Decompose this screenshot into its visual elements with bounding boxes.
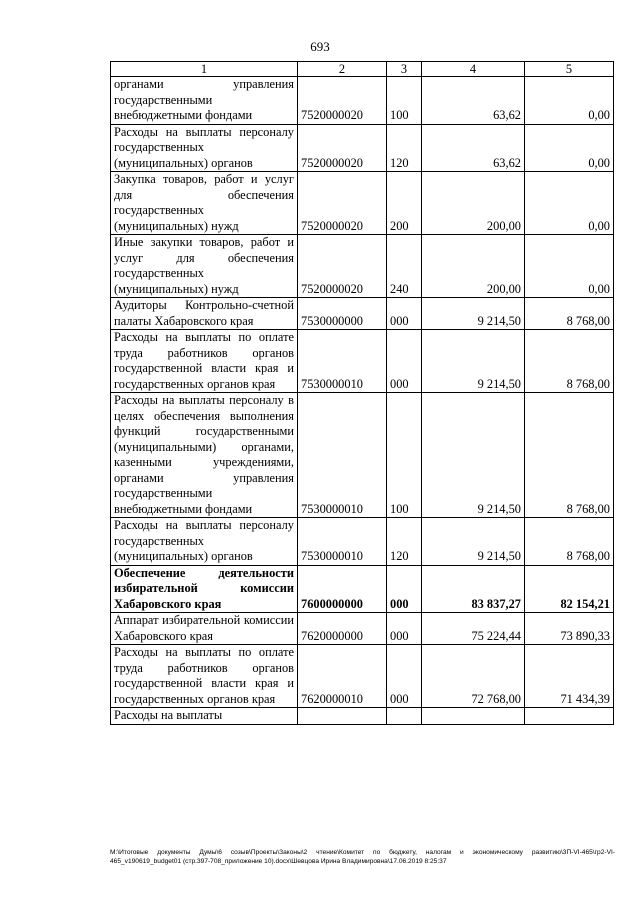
row-expense-type-cell: 100 [387,77,422,125]
row-name-cell: Расходы на выплаты [111,708,298,725]
row-code-cell: 7530000000 [298,298,387,330]
table-row [111,298,614,330]
column-header: 2 [298,62,387,77]
row-amount-2020-cell: 0,00 [525,172,614,235]
row-name-cell: Расходы на выплаты персоналу государственных (муниципальных) органов [111,518,298,566]
column-header: 4 [422,62,525,77]
row-amount-2020-cell [525,708,614,725]
row-amount-2020-cell: 8 768,00 [525,393,614,518]
row-amount-2019-cell: 200,00 [422,172,525,235]
row-code-cell: 7520000020 [298,172,387,235]
row-amount-2020-cell: 71 434,39 [525,645,614,708]
row-code-cell: 7600000000 [298,565,387,613]
column-header: 1 [111,62,298,77]
row-amount-2019-cell: 9 214,50 [422,330,525,393]
row-code-cell: 7620000000 [298,613,387,645]
page-number: 693 [310,39,330,54]
row-expense-type-cell: 100 [387,393,422,518]
row-expense-type-cell: 200 [387,172,422,235]
row-code-cell: 7520000020 [298,124,387,172]
row-amount-2019-cell: 63,62 [422,124,525,172]
table-row [111,77,614,125]
row-code-cell: 7530000010 [298,330,387,393]
row-amount-2020-cell: 8 768,00 [525,330,614,393]
table-header-row [111,62,614,77]
row-expense-type-cell: 240 [387,235,422,298]
document-path-footer: M:\Итоговые документы Думы\6 созыв\Проекты\Законы\2 чтение\Комитет по бюджету, налогам и экономическому развитию\3П-VI-465\гр2-VI-465_v190619_budget01 (стр.397-708_приложение 10).docx\Шевцова Ирина Владимировна\17.06.2019 8:25:37 [110,849,615,865]
row-amount-2019-cell: 200,00 [422,235,525,298]
row-name-cell: органами управления государственными внебюджетными фондами [111,77,298,125]
table-row [111,330,614,393]
row-name-cell: Расходы на выплаты персоналу в целях обеспечения выполнения функций государственными (муниципальными) органами, казенными учреждениями, органами управления государственными внебюджетными фондами [111,393,298,518]
row-name-cell: Расходы на выплаты по оплате труда работников органов государственной власти края и государственных органов края [111,645,298,708]
row-amount-2019-cell: 83 837,27 [422,565,525,613]
table-row [111,613,614,645]
row-amount-2020-cell: 8 768,00 [525,518,614,566]
row-amount-2019-cell: 63,62 [422,77,525,125]
row-amount-2019-cell: 9 214,50 [422,393,525,518]
table-row [111,518,614,566]
row-amount-2019-cell: 9 214,50 [422,298,525,330]
row-amount-2020-cell: 82 154,21 [525,565,614,613]
row-amount-2020-cell: 73 890,33 [525,613,614,645]
row-expense-type-cell: 000 [387,298,422,330]
row-code-cell: 7530000010 [298,518,387,566]
row-code-cell: 7520000020 [298,77,387,125]
budget-table [110,61,614,725]
row-amount-2019-cell [422,708,525,725]
row-name-cell: Иные закупки товаров, работ и услуг для обеспечения государственных (муниципальных) нужд [111,235,298,298]
table-row [111,235,614,298]
table-row [111,708,614,725]
table-row [111,565,614,613]
row-code-cell: 7520000020 [298,235,387,298]
row-name-cell: Обеспечение деятельности избирательной комиссии Хабаровского края [111,565,298,613]
column-header: 3 [387,62,422,77]
row-name-cell: Расходы на выплаты персоналу государственных (муниципальных) органов [111,124,298,172]
row-amount-2019-cell: 9 214,50 [422,518,525,566]
row-name-cell: Расходы на выплаты по оплате труда работников органов государственной власти края и государственных органов края [111,330,298,393]
table-row [111,393,614,518]
row-expense-type-cell: 000 [387,330,422,393]
row-expense-type-cell: 000 [387,613,422,645]
table-row [111,172,614,235]
row-expense-type-cell: 120 [387,518,422,566]
table-row [111,124,614,172]
row-amount-2020-cell: 8 768,00 [525,298,614,330]
row-expense-type-cell [387,708,422,725]
row-amount-2019-cell: 72 768,00 [422,645,525,708]
row-name-cell: Закупка товаров, работ и услуг для обеспечения государственных (муниципальных) нужд [111,172,298,235]
row-expense-type-cell: 000 [387,645,422,708]
row-code-cell: 7620000010 [298,645,387,708]
column-header: 5 [525,62,614,77]
table-row [111,645,614,708]
row-amount-2020-cell: 0,00 [525,235,614,298]
row-amount-2019-cell: 75 224,44 [422,613,525,645]
row-name-cell: Аппарат избирательной комиссии Хабаровского края [111,613,298,645]
row-code-cell: 7530000010 [298,393,387,518]
row-amount-2020-cell: 0,00 [525,124,614,172]
row-name-cell: Аудиторы Контрольно-счетной палаты Хабаровского края [111,298,298,330]
row-expense-type-cell: 000 [387,565,422,613]
row-code-cell [298,708,387,725]
row-amount-2020-cell: 0,00 [525,77,614,125]
row-expense-type-cell: 120 [387,124,422,172]
